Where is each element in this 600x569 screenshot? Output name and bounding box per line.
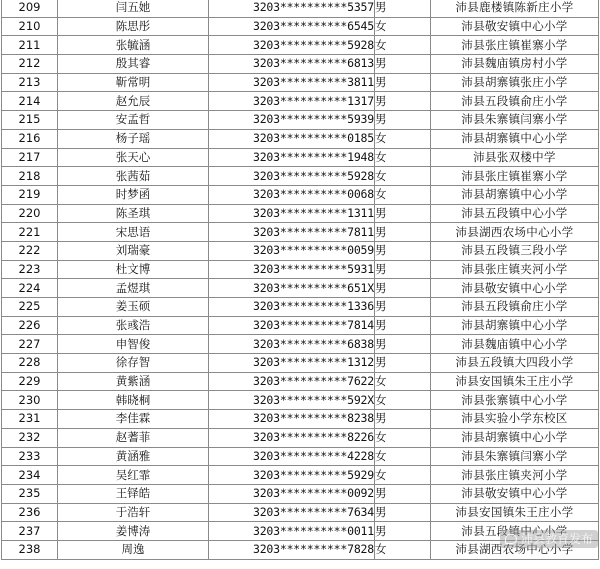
cell-school: 沛县张寨镇中心小学 xyxy=(431,391,599,410)
cell-school: 沛县胡寨镇中心小学 xyxy=(431,129,599,148)
table-row xyxy=(2,466,599,485)
cell-id-number: 3203**********592X xyxy=(209,391,375,410)
cell-gender: 男 xyxy=(375,55,431,74)
cell-gender: 男 xyxy=(375,316,431,335)
cell-number: 212 xyxy=(2,55,58,74)
cell-school: 沛县张庄镇夹河小学 xyxy=(431,260,599,279)
cell-student-name: 李佳霖 xyxy=(58,410,209,429)
cell-school: 沛县湖西农场中心小学 xyxy=(431,540,599,559)
cell-gender: 女 xyxy=(375,447,431,466)
cell-gender: 男 xyxy=(375,410,431,429)
table-row xyxy=(2,0,599,17)
table-row xyxy=(2,391,599,410)
cell-school: 沛县魏庙镇房村小学 xyxy=(431,55,599,74)
cell-number: 223 xyxy=(2,260,58,279)
table-row xyxy=(2,204,599,223)
cell-gender: 女 xyxy=(375,17,431,36)
cell-school: 沛县实验小学东校区 xyxy=(431,410,599,429)
cell-gender: 女 xyxy=(375,129,431,148)
cell-gender: 男 xyxy=(375,522,431,541)
cell-school: 沛县胡寨镇张庄小学 xyxy=(431,73,599,92)
cell-student-name: 黄涵雅 xyxy=(58,447,209,466)
watermark xyxy=(500,530,598,548)
table-row xyxy=(2,148,599,167)
cell-gender: 女 xyxy=(375,167,431,186)
cell-student-name: 孟煜琪 xyxy=(58,279,209,298)
cell-student-name: 殷其睿 xyxy=(58,55,209,74)
cell-id-number: 3203**********0068 xyxy=(209,185,375,204)
cell-number: 229 xyxy=(2,372,58,391)
cell-gender: 男 xyxy=(375,241,431,260)
cell-student-name: 于浩轩 xyxy=(58,503,209,522)
cell-number: 221 xyxy=(2,223,58,242)
cell-student-name: 张天心 xyxy=(58,148,209,167)
cell-number: 215 xyxy=(2,111,58,130)
cell-school: 沛县敬安镇中心小学 xyxy=(431,279,599,298)
table-row xyxy=(2,111,599,130)
cell-id-number: 3203**********5939 xyxy=(209,111,375,130)
cell-student-name: 张毓涵 xyxy=(58,36,209,55)
cell-school: 沛县安国镇朱王庄小学 xyxy=(431,372,599,391)
cell-number: 213 xyxy=(2,73,58,92)
cell-id-number: 3203**********0185 xyxy=(209,129,375,148)
cell-number: 225 xyxy=(2,298,58,317)
table-row xyxy=(2,92,599,111)
cell-id-number: 3203**********5931 xyxy=(209,260,375,279)
cell-number: 220 xyxy=(2,204,58,223)
cell-id-number: 3203**********7634 xyxy=(209,503,375,522)
cell-number: 210 xyxy=(2,17,58,36)
cell-gender: 女 xyxy=(375,428,431,447)
cell-number: 237 xyxy=(2,522,58,541)
table-row xyxy=(2,167,599,186)
cell-number: 211 xyxy=(2,36,58,55)
cell-school: 沛县五段镇大四段小学 xyxy=(431,354,599,373)
cell-gender: 女 xyxy=(375,372,431,391)
cell-id-number: 3203**********5929 xyxy=(209,466,375,485)
cell-gender: 男 xyxy=(375,260,431,279)
cell-student-name: 陈思彤 xyxy=(58,17,209,36)
table-row xyxy=(2,316,599,335)
cell-gender: 男 xyxy=(375,223,431,242)
cell-id-number: 3203**********1312 xyxy=(209,354,375,373)
table-row xyxy=(2,185,599,204)
cell-gender: 男 xyxy=(375,484,431,503)
cell-number: 234 xyxy=(2,466,58,485)
cell-number: 227 xyxy=(2,335,58,354)
cell-school: 沛县张庄镇崔寨小学 xyxy=(431,167,599,186)
table-row xyxy=(2,298,599,317)
cell-gender: 女 xyxy=(375,466,431,485)
cell-id-number: 3203**********5928 xyxy=(209,36,375,55)
cell-id-number: 3203**********5357 xyxy=(209,0,375,17)
cell-student-name: 姜博涛 xyxy=(58,522,209,541)
cell-id-number: 3203**********5928 xyxy=(209,167,375,186)
cell-number: 214 xyxy=(2,92,58,111)
cell-school: 沛县五段镇中心小学 xyxy=(431,522,599,541)
cell-number: 231 xyxy=(2,410,58,429)
cell-gender: 女 xyxy=(375,540,431,559)
cell-student-name: 宋思语 xyxy=(58,223,209,242)
cell-gender: 女 xyxy=(375,391,431,410)
cell-number: 236 xyxy=(2,503,58,522)
cell-gender: 男 xyxy=(375,204,431,223)
student-roster-table xyxy=(1,0,599,560)
table-row xyxy=(2,503,599,522)
cell-number: 235 xyxy=(2,484,58,503)
cell-number: 224 xyxy=(2,279,58,298)
cell-id-number: 3203**********6545 xyxy=(209,17,375,36)
cell-id-number: 3203**********7811 xyxy=(209,223,375,242)
cell-student-name: 徐存智 xyxy=(58,354,209,373)
cell-gender: 男 xyxy=(375,92,431,111)
table-row xyxy=(2,354,599,373)
cell-school: 沛县胡寨镇中心小学 xyxy=(431,428,599,447)
cell-number: 238 xyxy=(2,540,58,559)
table-row xyxy=(2,279,599,298)
cell-student-name: 黄紫涵 xyxy=(58,372,209,391)
cell-gender: 女 xyxy=(375,148,431,167)
cell-gender: 男 xyxy=(375,279,431,298)
cell-student-name: 安孟哲 xyxy=(58,111,209,130)
table-row xyxy=(2,223,599,242)
cell-id-number: 3203**********6813 xyxy=(209,55,375,74)
cell-student-name: 张茜茹 xyxy=(58,167,209,186)
cell-number: 219 xyxy=(2,185,58,204)
cell-number: 228 xyxy=(2,354,58,373)
cell-number: 216 xyxy=(2,129,58,148)
cell-school: 沛县鹿楼镇陈新庄小学 xyxy=(431,0,599,17)
cell-gender: 女 xyxy=(375,185,431,204)
cell-student-name: 刘瑞豪 xyxy=(58,241,209,260)
cell-id-number: 3203**********8238 xyxy=(209,410,375,429)
cell-school: 沛县湖西农场中心小学 xyxy=(431,223,599,242)
cell-gender: 男 xyxy=(375,503,431,522)
cell-school: 沛县敬安镇中心小学 xyxy=(431,17,599,36)
cell-gender: 男 xyxy=(375,354,431,373)
cell-school: 沛县朱寨镇闫寨小学 xyxy=(431,111,599,130)
cell-gender: 男 xyxy=(375,0,431,17)
cell-school: 沛县朱寨镇闫寨小学 xyxy=(431,447,599,466)
cell-number: 222 xyxy=(2,241,58,260)
cell-id-number: 3203**********1336 xyxy=(209,298,375,317)
cell-number: 232 xyxy=(2,428,58,447)
cell-student-name: 吴红霏 xyxy=(58,466,209,485)
table-row xyxy=(2,260,599,279)
table-row xyxy=(2,36,599,55)
table-row xyxy=(2,410,599,429)
cell-id-number: 3203**********7814 xyxy=(209,316,375,335)
table-row xyxy=(2,484,599,503)
cell-student-name: 周逸 xyxy=(58,540,209,559)
cell-number: 217 xyxy=(2,148,58,167)
cell-school: 沛县安国镇朱王庄小学 xyxy=(431,503,599,522)
cell-id-number: 3203**********1317 xyxy=(209,92,375,111)
cell-id-number: 3203**********7622 xyxy=(209,372,375,391)
cell-student-name: 靳常明 xyxy=(58,73,209,92)
cell-gender: 男 xyxy=(375,73,431,92)
cell-student-name: 时梦函 xyxy=(58,185,209,204)
table-row xyxy=(2,241,599,260)
table-row xyxy=(2,447,599,466)
cell-school: 沛县胡寨镇中心小学 xyxy=(431,185,599,204)
chat-bubble-icon xyxy=(505,534,517,544)
cell-gender: 男 xyxy=(375,111,431,130)
table-row xyxy=(2,55,599,74)
cell-number: 209 xyxy=(2,0,58,17)
cell-school: 沛县敬安镇中心小学 xyxy=(431,484,599,503)
cell-id-number: 3203**********8226 xyxy=(209,428,375,447)
cell-school: 沛县五段镇中心小学 xyxy=(431,204,599,223)
cell-id-number: 3203**********4228 xyxy=(209,447,375,466)
cell-school: 沛县张庄镇崔寨小学 xyxy=(431,36,599,55)
cell-student-name: 韩晓桐 xyxy=(58,391,209,410)
cell-student-name: 姜玉硕 xyxy=(58,298,209,317)
table-row xyxy=(2,17,599,36)
cell-student-name: 赵允辰 xyxy=(58,92,209,111)
cell-student-name: 杨子瑶 xyxy=(58,129,209,148)
cell-id-number: 3203**********0059 xyxy=(209,241,375,260)
cell-gender: 男 xyxy=(375,298,431,317)
cell-id-number: 3203**********6838 xyxy=(209,335,375,354)
cell-school: 沛县五段镇俞庄小学 xyxy=(431,92,599,111)
cell-id-number: 3203**********1948 xyxy=(209,148,375,167)
cell-school: 沛县胡寨镇中心小学 xyxy=(431,316,599,335)
cell-student-name: 闫五她 xyxy=(58,0,209,17)
cell-student-name: 王铎皓 xyxy=(58,484,209,503)
roster-body xyxy=(2,0,599,559)
cell-number: 233 xyxy=(2,447,58,466)
table-row xyxy=(2,73,599,92)
cell-id-number: 3203**********0011 xyxy=(209,522,375,541)
cell-id-number: 3203**********0092 xyxy=(209,484,375,503)
cell-school: 沛县魏庙镇中心小学 xyxy=(431,335,599,354)
cell-number: 218 xyxy=(2,167,58,186)
cell-school: 沛县五段镇三段小学 xyxy=(431,241,599,260)
watermark-text: 沛县教育发布 xyxy=(520,532,593,546)
cell-id-number: 3203**********1311 xyxy=(209,204,375,223)
cell-student-name: 杜文博 xyxy=(58,260,209,279)
cell-student-name: 赵蓍菲 xyxy=(58,428,209,447)
cell-gender: 女 xyxy=(375,36,431,55)
table-row xyxy=(2,372,599,391)
cell-student-name: 陈圣琪 xyxy=(58,204,209,223)
table-row xyxy=(2,335,599,354)
cell-school: 沛县五段镇俞庄小学 xyxy=(431,298,599,317)
cell-gender: 男 xyxy=(375,335,431,354)
cell-school: 沛县张双楼中学 xyxy=(431,148,599,167)
cell-student-name: 张彧浩 xyxy=(58,316,209,335)
cell-school: 沛县张庄镇夹河小学 xyxy=(431,466,599,485)
cell-id-number: 3203**********651X xyxy=(209,279,375,298)
cell-student-name: 申智俊 xyxy=(58,335,209,354)
cell-id-number: 3203**********3811 xyxy=(209,73,375,92)
table-row xyxy=(2,428,599,447)
cell-number: 226 xyxy=(2,316,58,335)
cell-number: 230 xyxy=(2,391,58,410)
table-row xyxy=(2,129,599,148)
cell-id-number: 3203**********7828 xyxy=(209,540,375,559)
